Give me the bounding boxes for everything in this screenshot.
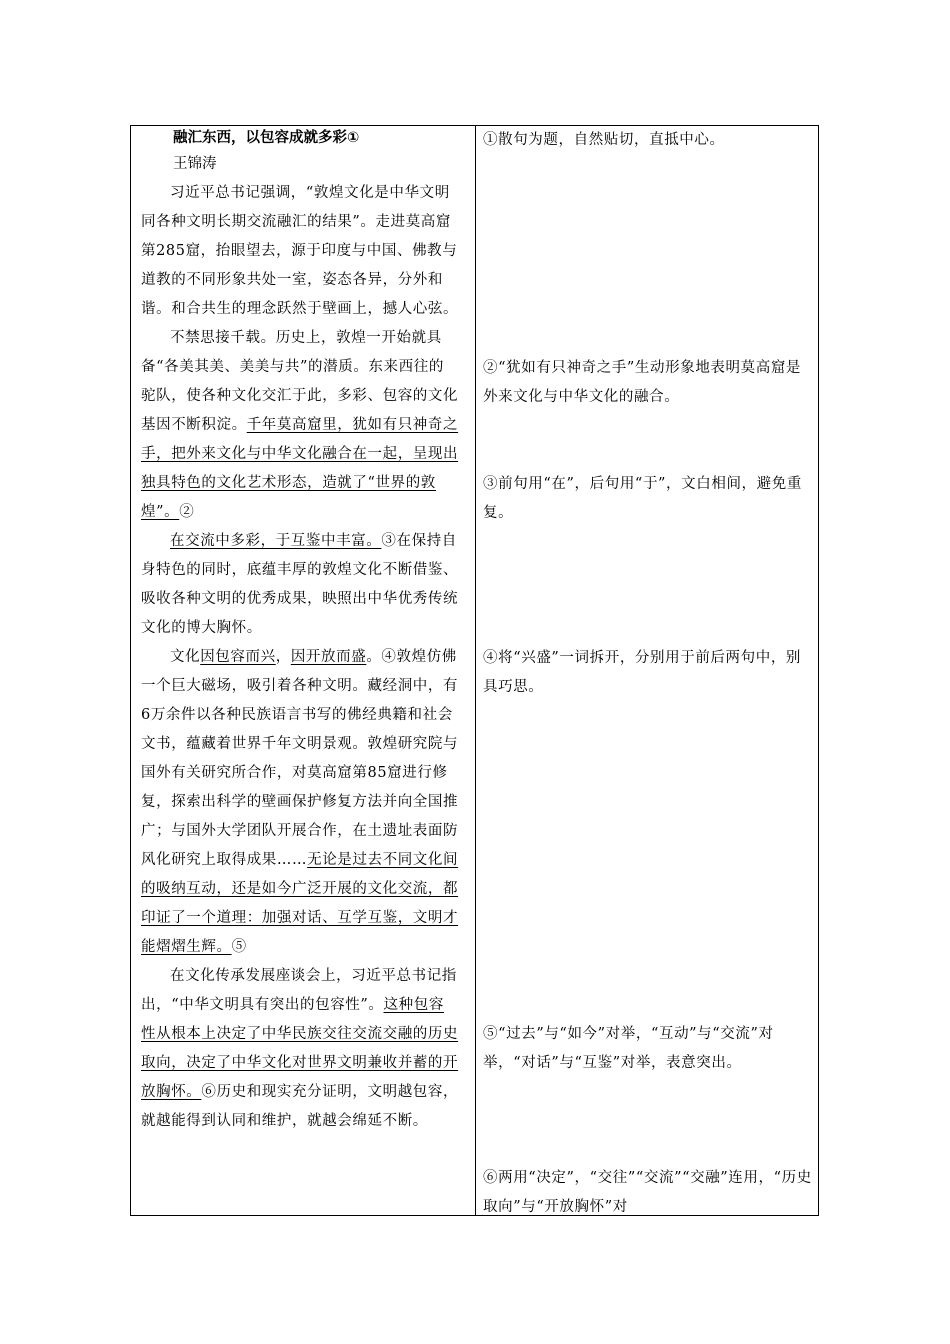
paragraph-5-underline: 这种包容性从根本上决定了中华民族交往交流交融的历史取向，决定了中华文化对世界文明兼收并蓄的开放胸怀。	[141, 997, 459, 1100]
article-column	[141, 126, 459, 1136]
paragraph-2	[141, 324, 459, 527]
article-author: 王锦涛	[173, 156, 217, 172]
paragraph-4-underline-2: 因开放而盛	[290, 649, 367, 665]
column-divider	[475, 126, 476, 1215]
paragraph-2-underline: 千年莫高窟里，犹如有只神奇之手，把外来文化与中华文化融合在一起，呈现出独具特色的文化艺术形态，造就了“世界的敦煌”。	[141, 417, 459, 520]
paragraph-5-text: ⑥历史和现实充分证明，文明越包容，就越能得到认同和维护，就越会绵延不断。	[141, 1084, 459, 1129]
paragraph-5-lead: 在文化传承发展座谈会上，习近平总书记指出，“中华文明具有突出的包容性”。	[141, 968, 457, 1013]
paragraph-4-underline-1: 因包容而兴	[200, 649, 276, 665]
paragraph-4	[141, 643, 459, 962]
note-3: ③前句用“在”，后句用“于”，文白相间，避免重复。	[483, 476, 802, 521]
annotation-table	[130, 125, 819, 1216]
note-1: ①散句为题，自然贴切，直抵中心。	[483, 132, 725, 148]
article-title: 融汇东西，以包容成就多彩①	[173, 130, 360, 146]
note-5: ⑤“过去”与“如今”对举，“互动”与“交流”对举，“对话”与“互鉴”对举，表意突出。	[483, 1026, 774, 1071]
paragraph-4-text: 。④敦煌仿佛一个巨大磁场，吸引着各种文明。藏经洞中，有6万余件以各种民族语言书写的佛经典籍和社会文书，蕴藏着世界千年文明景观。敦煌研究院与国外有关研究所合作，对莫高窟第85窟进行修复，探索出科学的壁画保护修复方法并向全国推广；与国外大学团队开展合作，在土遗址表面防风化研究上取得成果……	[141, 649, 459, 868]
paragraph-4-underline-3: 无论是过去不同文化间的吸纳互动，还是如今广泛开展的文化交流，都印证了一个道理：加强对话、互学互鉴，文明才能熠熠生辉。	[141, 852, 459, 955]
paragraph-1: 习近平总书记强调，“敦煌文化是中华文明同各种文明长期交流融汇的结果”。走进莫高窟第285窟，抬眼望去，源于印度与中国、佛教与道教的不同形象共处一室，姿态各异，分外和谐。和合共生的理念跃然于壁画上，撼人心弦。	[141, 185, 459, 317]
note-marker-5: ⑤	[231, 939, 247, 955]
note-4: ④将“兴盛”一词拆开，分别用于前后两句中，别具巧思。	[483, 650, 802, 695]
paragraph-2-text: 不禁思接千载。历史上，敦煌一开始就具备“各美其美、美美与共”的潜质。东来西往的驼队，使各种文化交汇于此，多彩、包容的文化基因不断积淀。	[141, 330, 459, 433]
note-2: ②“犹如有只神奇之手”生动形象地表明莫高窟是外来文化与中华文化的融合。	[483, 360, 802, 405]
note-6: ⑥两用“决定”，“交往”“交流”“交融”连用，“历史取向”与“开放胸怀”对	[483, 1170, 812, 1215]
paragraph-4-lead: 文化	[170, 649, 201, 665]
paragraph-3	[141, 527, 459, 643]
paragraph-4-comma: ，	[275, 649, 291, 665]
note-marker-2: ②	[179, 504, 195, 520]
paragraph-3-underline: 在交流中多彩，于互鉴中丰富。	[170, 533, 382, 549]
paragraph-3-text: ③在保持自身特色的同时，底蕴丰厚的敦煌文化不断借鉴、吸收各种文明的优秀成果，映照出中华优秀传统文化的博大胸怀。	[141, 533, 459, 636]
paragraph-5	[141, 962, 459, 1136]
